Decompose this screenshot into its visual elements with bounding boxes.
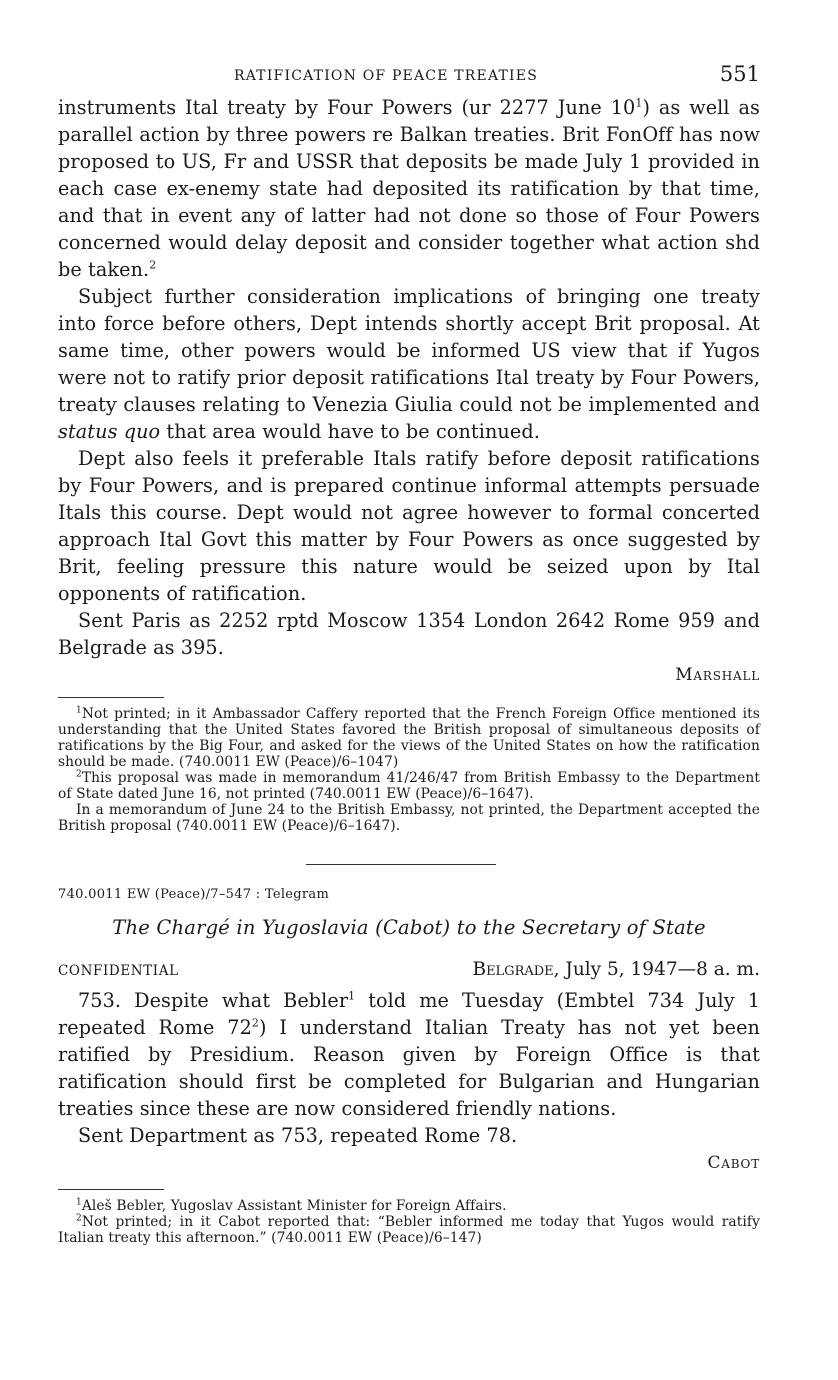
footnote-2-continuation: In a memorandum of June 24 to the British Embassy, not printed, the Department accepted the British proposal (740.0011 EW (Peace)/6–1647). [58,802,760,834]
telegram-paragraph-1-text-b: told me Tuesday (Embtel 734 July 1 repeated Rome 72 [58,989,761,1039]
telegram-footnote-2 [58,1214,760,1246]
classification-label: CONFIDENTIAL [58,963,179,979]
telegram-footnote-ref-1: 1 [348,989,356,1003]
footnote-2 [58,770,760,802]
footnote-1 [58,706,760,770]
telegram-footnote-1-text: Aleš Bebler, Yugoslav Assistant Minister for Foreign Affairs. [81,1198,507,1214]
footnote-2-number: 2 [76,769,82,780]
signature-cabot: Cabot [707,1153,760,1173]
place-date [472,959,760,980]
footnote-ref-1: 1 [635,96,643,110]
telegram-footnote-1-number: 1 [76,1197,82,1208]
date-time: July 5, 1947—8 a. m. [559,959,760,980]
paragraph-1-text-a: instruments Ital treaty by Four Powers (ur 2277 June 10 [58,96,636,119]
telegram-footnote-2-text: Not printed; in it Cabot reported that: “Bebler informed me today that Yugos would ratify Italian treaty this afternoon.” (740.0011 EW (Peace)/6–147) [58,1214,760,1246]
telegram-paragraph-2: Sent Department as 753, repeated Rome 78. [78,1124,518,1147]
telegram-footnote-2-number: 2 [76,1213,82,1224]
document-page [58,62,760,1246]
footnote-ref-2: 2 [149,258,157,272]
paragraph-3: Dept also feels it preferable Itals ratify before deposit ratifications by Four Powers, and is prepared continue informal attempts persuade Itals this course. Dept would not agree however to formal concerted approach Ital Govt this matter by Four Powers as once suggested by Brit, feeling pressure this nature would be seized upon by Ital opponents of ratification. [58,447,760,605]
section-divider [306,864,496,865]
signature-marshall: Marshall [675,665,760,685]
running-header [58,62,760,92]
telegram-footnote-divider [58,1189,164,1190]
paragraph-1 [58,94,760,283]
telegram-paragraph-1-text-c: ) I understand Italian Treaty has not yet been ratified by Presidium. Reason given by Foreign Office is that ratification should first be completed for Bulgarian and Hungarian treaties since these are now considered friendly nations. [58,1016,760,1120]
page-number: 551 [719,62,760,86]
telegram-paragraph-1-text-a: 753. Despite what Bebler [78,989,349,1012]
paragraph-2-italic: status quo [58,420,161,443]
footnote-2-text: This proposal was made in memorandum 41/246/47 from British Embassy to the Department of State dated June 16, not printed (740.0011 EW (Peace)/6–1647). [58,770,760,802]
running-title: RATIFICATION OF PEACE TREATIES [234,68,538,84]
footnote-1-text: Not printed; in it Ambassador Caffery reported that the French Foreign Office mentioned its understanding that the United States favored the British proposal of simultaneous deposits of ratifications by the Big Four, and asked for the views of the United States on how the ratification should be made. (740.0011 EW (Peace)/6–1047) [58,706,760,770]
footnote-divider [58,697,164,698]
paragraph-4: Sent Paris as 2252 rptd Moscow 1354 London 2642 Rome 959 and Belgrade as 395. [58,609,760,659]
paragraph-2-text-a: Subject further consideration implications of bringing one treaty into force before others, Dept intends shortly accept Brit proposal. At same time, other powers would be informed US view that if Yugos were not to ratify prior deposit ratifications Ital treaty by Four Powers, treaty clauses relating to Venezia Giulia could not be implemented and [58,285,760,416]
place-name: Belgrade, [472,959,560,980]
telegram-footnote-ref-2: 2 [251,1016,260,1030]
footnote-1-number: 1 [76,705,82,716]
paragraph-2-text-b: that area would have to be continued. [160,420,540,443]
document-heading: The Chargé in Yugoslavia (Cabot) to the Secretary of State [112,916,706,939]
dateline [58,959,760,987]
telegram-paragraph-1 [58,987,760,1122]
telegram-footnote-1 [58,1198,760,1214]
paragraph-1-text-b: ) as well as parallel action by three powers re Balkan treaties. Brit FonOff has now proposed to US, Fr and USSR that deposits be made July 1 provided in each case ex-enemy state had deposited its ratification by that time, and that in event any of latter had not done so those of Four Powers concerned would delay deposit and consider together what action shd be taken. [58,96,760,281]
paragraph-2 [58,283,760,445]
file-reference: 740.0011 EW (Peace)/7–547 : Telegram [58,887,330,902]
